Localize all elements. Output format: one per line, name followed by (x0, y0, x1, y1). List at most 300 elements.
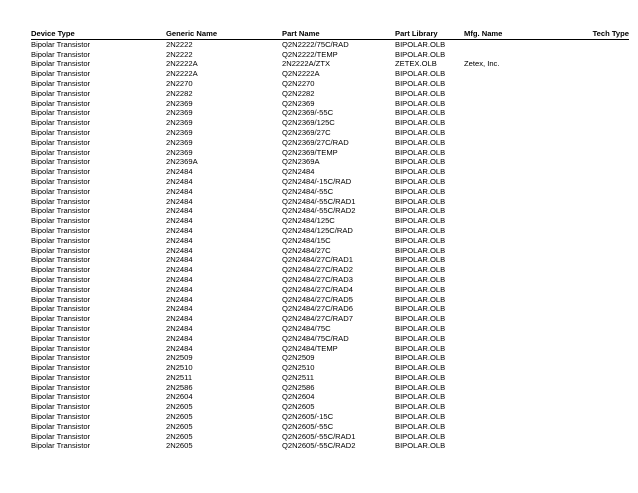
cell-part-library: BIPOLAR.OLB (395, 382, 446, 392)
cell-mfg-name (464, 79, 554, 89)
cell-mfg-name (464, 363, 554, 373)
cell-part-library: BIPOLAR.OLB (395, 176, 446, 186)
cell-tech-type (554, 89, 629, 99)
cell-tech-type (554, 236, 629, 246)
cell-generic-name: 2N2484 (166, 343, 193, 353)
cell-generic-name: 2N2484 (166, 265, 193, 275)
cell-mfg-name (464, 89, 554, 99)
table-row (31, 334, 629, 344)
cell-part-name: 2N2222A/ZTX (282, 59, 331, 69)
cell-mfg-name (464, 246, 554, 256)
cell-part-name: Q2N2484/-15C/RAD (282, 176, 352, 186)
cell-tech-type (554, 50, 629, 60)
cell-mfg-name (464, 187, 554, 197)
cell-part-library: BIPOLAR.OLB (395, 216, 446, 226)
cell-tech-type (554, 402, 629, 412)
cell-part-library: ZETEX.OLB (395, 59, 437, 69)
cell-part-name: Q2N2222/TEMP (282, 49, 338, 59)
cell-tech-type (554, 138, 629, 148)
cell-device-type: Bipolar Transistor (31, 353, 91, 363)
cell-mfg-name (464, 412, 554, 422)
cell-part-name: Q2N2484/27C (282, 245, 331, 255)
cell-device-type: Bipolar Transistor (31, 225, 91, 235)
cell-generic-name: 2N2222 (166, 49, 193, 59)
cell-generic-name: 2N2484 (166, 167, 193, 177)
cell-part-library: BIPOLAR.OLB (395, 39, 446, 49)
cell-device-type: Bipolar Transistor (31, 69, 91, 79)
cell-tech-type (554, 285, 629, 295)
cell-device-type: Bipolar Transistor (31, 382, 91, 392)
cell-generic-name: 2N2369A (166, 157, 198, 167)
table-row (31, 157, 629, 167)
cell-generic-name: 2N2369 (166, 147, 193, 157)
cell-generic-name: 2N2369 (166, 98, 193, 108)
cell-part-name: Q2N2604 (282, 392, 315, 402)
header-part-library: Part Library (395, 29, 464, 39)
table-row (31, 441, 629, 451)
cell-generic-name: 2N2484 (166, 245, 193, 255)
cell-tech-type (554, 295, 629, 305)
cell-mfg-name (464, 39, 554, 49)
cell-generic-name: 2N2484 (166, 235, 193, 245)
cell-tech-type (554, 334, 629, 344)
cell-part-name: Q2N2605/-55C (282, 421, 334, 431)
cell-part-library: BIPOLAR.OLB (395, 265, 446, 275)
table-row (31, 363, 629, 373)
cell-part-library: BIPOLAR.OLB (395, 363, 446, 373)
table-row (31, 432, 629, 442)
cell-device-type: Bipolar Transistor (31, 176, 91, 186)
cell-tech-type (554, 197, 629, 207)
cell-mfg-name (464, 344, 554, 354)
table-row (31, 246, 629, 256)
cell-device-type: Bipolar Transistor (31, 39, 91, 49)
cell-device-type: Bipolar Transistor (31, 206, 91, 216)
cell-tech-type (554, 216, 629, 226)
cell-part-library: BIPOLAR.OLB (395, 284, 446, 294)
cell-generic-name: 2N2270 (166, 78, 193, 88)
cell-part-name: Q2N2605/-55C/RAD2 (282, 441, 356, 451)
cell-part-name: Q2N2222A (282, 69, 320, 79)
cell-part-library: BIPOLAR.OLB (395, 137, 446, 147)
cell-tech-type (554, 226, 629, 236)
cell-device-type: Bipolar Transistor (31, 314, 91, 324)
table-row (31, 392, 629, 402)
table-row (31, 59, 629, 69)
cell-mfg-name (464, 422, 554, 432)
header-tech-type: Tech Type (554, 29, 629, 39)
cell-mfg-name (464, 265, 554, 275)
table-row (31, 148, 629, 158)
cell-mfg-name (464, 304, 554, 314)
cell-device-type: Bipolar Transistor (31, 49, 91, 59)
cell-part-name: Q2N2484/27C/RAD1 (282, 255, 353, 265)
cell-mfg-name (464, 197, 554, 207)
table-row (31, 285, 629, 295)
table-row (31, 344, 629, 354)
cell-mfg-name (464, 383, 554, 393)
cell-device-type: Bipolar Transistor (31, 78, 91, 88)
cell-tech-type (554, 432, 629, 442)
cell-mfg-name (464, 177, 554, 187)
cell-device-type: Bipolar Transistor (31, 255, 91, 265)
cell-device-type: Bipolar Transistor (31, 196, 91, 206)
cell-part-name: Q2N2484/27C/RAD4 (282, 284, 353, 294)
cell-part-name: Q2N2484/27C/RAD2 (282, 265, 353, 275)
cell-tech-type (554, 79, 629, 89)
table-row (31, 50, 629, 60)
cell-tech-type (554, 246, 629, 256)
cell-device-type: Bipolar Transistor (31, 118, 91, 128)
cell-tech-type (554, 167, 629, 177)
table-row (31, 39, 629, 49)
cell-device-type: Bipolar Transistor (31, 304, 91, 314)
cell-generic-name: 2N2605 (166, 441, 193, 451)
cell-mfg-name (464, 392, 554, 402)
cell-mfg-name (464, 373, 554, 383)
cell-generic-name: 2N2586 (166, 382, 193, 392)
cell-part-name: Q2N2369/-55C (282, 108, 334, 118)
cell-part-library: BIPOLAR.OLB (395, 225, 446, 235)
table-row (31, 402, 629, 412)
cell-part-name: Q2N2484/-55C (282, 186, 334, 196)
cell-mfg-name (464, 148, 554, 158)
cell-part-name: Q2N2605/-55C/RAD1 (282, 431, 356, 441)
table-row (31, 422, 629, 432)
cell-part-name: Q2N2282 (282, 88, 315, 98)
cell-tech-type (554, 59, 629, 69)
cell-generic-name: 2N2484 (166, 314, 193, 324)
cell-part-library: BIPOLAR.OLB (395, 402, 446, 412)
cell-part-library: BIPOLAR.OLB (395, 323, 446, 333)
cell-tech-type (554, 304, 629, 314)
cell-device-type: Bipolar Transistor (31, 431, 91, 441)
cell-generic-name: 2N2484 (166, 196, 193, 206)
cell-generic-name: 2N2484 (166, 176, 193, 186)
cell-mfg-name (464, 99, 554, 109)
cell-generic-name: 2N2484 (166, 304, 193, 314)
cell-generic-name: 2N2484 (166, 274, 193, 284)
cell-part-name: Q2N2369A (282, 157, 320, 167)
cell-generic-name: 2N2605 (166, 412, 193, 422)
cell-mfg-name (464, 441, 554, 451)
cell-part-library: BIPOLAR.OLB (395, 353, 446, 363)
cell-device-type: Bipolar Transistor (31, 245, 91, 255)
cell-device-type: Bipolar Transistor (31, 372, 91, 382)
table-row (31, 304, 629, 314)
cell-part-name: Q2N2369/TEMP (282, 147, 338, 157)
cell-device-type: Bipolar Transistor (31, 167, 91, 177)
table-row (31, 412, 629, 422)
table-row (31, 275, 629, 285)
cell-device-type: Bipolar Transistor (31, 235, 91, 245)
cell-part-library: BIPOLAR.OLB (395, 333, 446, 343)
cell-mfg-name (464, 432, 554, 442)
cell-tech-type (554, 314, 629, 324)
cell-generic-name: 2N2484 (166, 216, 193, 226)
table-row (31, 138, 629, 148)
cell-generic-name: 2N2511 (166, 372, 193, 382)
cell-part-name: Q2N2586 (282, 382, 315, 392)
cell-device-type: Bipolar Transistor (31, 88, 91, 98)
cell-mfg-name (464, 69, 554, 79)
cell-device-type: Bipolar Transistor (31, 343, 91, 353)
cell-device-type: Bipolar Transistor (31, 323, 91, 333)
table-header-row (31, 29, 629, 39)
cell-part-name: Q2N2484/15C (282, 235, 331, 245)
cell-tech-type (554, 118, 629, 128)
cell-mfg-name (464, 334, 554, 344)
cell-part-library: BIPOLAR.OLB (395, 274, 446, 284)
table-row (31, 99, 629, 109)
cell-generic-name: 2N2605 (166, 402, 193, 412)
cell-tech-type (554, 383, 629, 393)
cell-tech-type (554, 128, 629, 138)
cell-part-library: BIPOLAR.OLB (395, 255, 446, 265)
cell-part-library: BIPOLAR.OLB (395, 206, 446, 216)
header-generic-name: Generic Name (166, 29, 282, 39)
cell-device-type: Bipolar Transistor (31, 108, 91, 118)
cell-mfg-name (464, 108, 554, 118)
cell-device-type: Bipolar Transistor (31, 402, 91, 412)
table-row (31, 108, 629, 118)
cell-part-library: BIPOLAR.OLB (395, 314, 446, 324)
cell-tech-type (554, 363, 629, 373)
cell-generic-name: 2N2484 (166, 225, 193, 235)
table-row (31, 206, 629, 216)
table-row (31, 353, 629, 363)
cell-part-library: BIPOLAR.OLB (395, 108, 446, 118)
cell-tech-type (554, 422, 629, 432)
cell-mfg-name (464, 236, 554, 246)
cell-mfg-name (464, 402, 554, 412)
cell-part-library: BIPOLAR.OLB (395, 304, 446, 314)
cell-tech-type (554, 187, 629, 197)
table-row (31, 197, 629, 207)
table-row (31, 79, 629, 89)
cell-device-type: Bipolar Transistor (31, 59, 91, 69)
header-part-name: Part Name (282, 29, 395, 39)
cell-part-name: Q2N2484/27C/RAD7 (282, 314, 353, 324)
cell-tech-type (554, 157, 629, 167)
cell-part-name: Q2N2510 (282, 363, 315, 373)
cell-part-name: Q2N2484/-55C/RAD2 (282, 206, 356, 216)
cell-tech-type (554, 441, 629, 451)
cell-tech-type (554, 275, 629, 285)
table-row (31, 383, 629, 393)
cell-tech-type (554, 99, 629, 109)
cell-part-name: Q2N2484/125C/RAD (282, 225, 353, 235)
cell-part-library: BIPOLAR.OLB (395, 118, 446, 128)
table-row (31, 324, 629, 334)
cell-generic-name: 2N2484 (166, 255, 193, 265)
table-row (31, 167, 629, 177)
cell-part-library: BIPOLAR.OLB (395, 235, 446, 245)
cell-mfg-name (464, 226, 554, 236)
cell-mfg-name (464, 216, 554, 226)
header-mfg-name: Mfg. Name (464, 29, 554, 39)
cell-part-name: Q2N2369/125C (282, 118, 335, 128)
cell-part-name: Q2N2484/75C/RAD (282, 333, 349, 343)
cell-device-type: Bipolar Transistor (31, 127, 91, 137)
cell-part-library: BIPOLAR.OLB (395, 431, 446, 441)
cell-part-library: BIPOLAR.OLB (395, 412, 446, 422)
cell-generic-name: 2N2605 (166, 431, 193, 441)
cell-device-type: Bipolar Transistor (31, 363, 91, 373)
cell-device-type: Bipolar Transistor (31, 137, 91, 147)
table-row (31, 226, 629, 236)
cell-mfg-name (464, 353, 554, 363)
cell-part-library: BIPOLAR.OLB (395, 294, 446, 304)
table-row (31, 255, 629, 265)
cell-generic-name: 2N2222A (166, 59, 198, 69)
cell-generic-name: 2N2484 (166, 323, 193, 333)
cell-device-type: Bipolar Transistor (31, 274, 91, 284)
table-row (31, 69, 629, 79)
cell-mfg-name (464, 128, 554, 138)
cell-generic-name: 2N2484 (166, 333, 193, 343)
cell-device-type: Bipolar Transistor (31, 98, 91, 108)
cell-part-library: BIPOLAR.OLB (395, 147, 446, 157)
cell-part-name: Q2N2484/125C (282, 216, 335, 226)
cell-part-library: BIPOLAR.OLB (395, 167, 446, 177)
cell-tech-type (554, 108, 629, 118)
cell-mfg-name (464, 314, 554, 324)
table-row (31, 128, 629, 138)
cell-device-type: Bipolar Transistor (31, 333, 91, 343)
cell-part-name: Q2N2509 (282, 353, 315, 363)
table-row (31, 177, 629, 187)
cell-part-name: Q2N2369/27C (282, 127, 331, 137)
cell-part-library: BIPOLAR.OLB (395, 392, 446, 402)
cell-part-library: BIPOLAR.OLB (395, 343, 446, 353)
cell-part-name: Q2N2222/75C/RAD (282, 39, 349, 49)
cell-device-type: Bipolar Transistor (31, 216, 91, 226)
parts-table-page (31, 29, 629, 451)
cell-part-name: Q2N2369/27C/RAD (282, 137, 349, 147)
cell-generic-name: 2N2605 (166, 421, 193, 431)
cell-part-name: Q2N2484/TEMP (282, 343, 338, 353)
table-row (31, 265, 629, 275)
cell-tech-type (554, 344, 629, 354)
cell-part-library: BIPOLAR.OLB (395, 127, 446, 137)
cell-mfg-name (464, 285, 554, 295)
cell-tech-type (554, 265, 629, 275)
cell-device-type: Bipolar Transistor (31, 265, 91, 275)
cell-part-name: Q2N2484/75C (282, 323, 331, 333)
cell-device-type: Bipolar Transistor (31, 157, 91, 167)
table-row (31, 187, 629, 197)
cell-part-name: Q2N2484 (282, 167, 315, 177)
table-row (31, 373, 629, 383)
cell-part-library: BIPOLAR.OLB (395, 421, 446, 431)
cell-part-name: Q2N2484/27C/RAD6 (282, 304, 353, 314)
cell-part-name: Q2N2605/-15C (282, 412, 334, 422)
cell-generic-name: 2N2509 (166, 353, 193, 363)
table-row (31, 89, 629, 99)
cell-part-library: BIPOLAR.OLB (395, 245, 446, 255)
cell-part-name: Q2N2484/27C/RAD3 (282, 274, 353, 284)
cell-device-type: Bipolar Transistor (31, 147, 91, 157)
cell-generic-name: 2N2484 (166, 294, 193, 304)
cell-generic-name: 2N2222 (166, 39, 193, 49)
cell-mfg-name (464, 138, 554, 148)
cell-mfg-name (464, 50, 554, 60)
cell-device-type: Bipolar Transistor (31, 284, 91, 294)
cell-part-library: BIPOLAR.OLB (395, 372, 446, 382)
table-row (31, 118, 629, 128)
cell-part-name: Q2N2369 (282, 98, 315, 108)
cell-generic-name: 2N2282 (166, 88, 193, 98)
cell-device-type: Bipolar Transistor (31, 186, 91, 196)
table-row (31, 295, 629, 305)
table-row (31, 216, 629, 226)
header-device-type: Device Type (31, 29, 166, 39)
cell-part-name: Q2N2484/-55C/RAD1 (282, 196, 356, 206)
cell-mfg-name (464, 206, 554, 216)
cell-generic-name: 2N2484 (166, 206, 193, 216)
cell-device-type: Bipolar Transistor (31, 441, 91, 451)
cell-tech-type (554, 206, 629, 216)
cell-part-name: Q2N2270 (282, 78, 315, 88)
cell-part-library: BIPOLAR.OLB (395, 78, 446, 88)
cell-mfg-name (464, 157, 554, 167)
cell-part-library: BIPOLAR.OLB (395, 186, 446, 196)
cell-tech-type (554, 69, 629, 79)
cell-part-name: Q2N2605 (282, 402, 315, 412)
cell-tech-type (554, 324, 629, 334)
cell-generic-name: 2N2369 (166, 118, 193, 128)
cell-part-library: BIPOLAR.OLB (395, 98, 446, 108)
cell-generic-name: 2N2369 (166, 127, 193, 137)
cell-mfg-name (464, 167, 554, 177)
cell-tech-type (554, 353, 629, 363)
cell-device-type: Bipolar Transistor (31, 412, 91, 422)
cell-mfg-name: Zetex, Inc. (464, 59, 500, 69)
cell-device-type: Bipolar Transistor (31, 421, 91, 431)
cell-generic-name: 2N2510 (166, 363, 193, 373)
cell-part-library: BIPOLAR.OLB (395, 196, 446, 206)
cell-generic-name: 2N2222A (166, 69, 198, 79)
table-row (31, 236, 629, 246)
cell-tech-type (554, 392, 629, 402)
cell-generic-name: 2N2484 (166, 186, 193, 196)
cell-tech-type (554, 373, 629, 383)
parts-table (31, 29, 629, 451)
cell-mfg-name (464, 275, 554, 285)
cell-mfg-name (464, 118, 554, 128)
cell-part-library: BIPOLAR.OLB (395, 49, 446, 59)
cell-device-type: Bipolar Transistor (31, 294, 91, 304)
cell-mfg-name (464, 255, 554, 265)
cell-tech-type (554, 255, 629, 265)
cell-tech-type (554, 148, 629, 158)
cell-device-type: Bipolar Transistor (31, 392, 91, 402)
cell-generic-name: 2N2484 (166, 284, 193, 294)
cell-mfg-name (464, 295, 554, 305)
table-row (31, 314, 629, 324)
table-body (31, 39, 629, 451)
cell-tech-type (554, 39, 629, 49)
cell-part-library: BIPOLAR.OLB (395, 69, 446, 79)
cell-part-library: BIPOLAR.OLB (395, 157, 446, 167)
cell-generic-name: 2N2369 (166, 137, 193, 147)
cell-mfg-name (464, 324, 554, 334)
cell-generic-name: 2N2604 (166, 392, 193, 402)
cell-part-name: Q2N2511 (282, 372, 314, 382)
cell-part-library: BIPOLAR.OLB (395, 88, 446, 98)
cell-tech-type (554, 412, 629, 422)
